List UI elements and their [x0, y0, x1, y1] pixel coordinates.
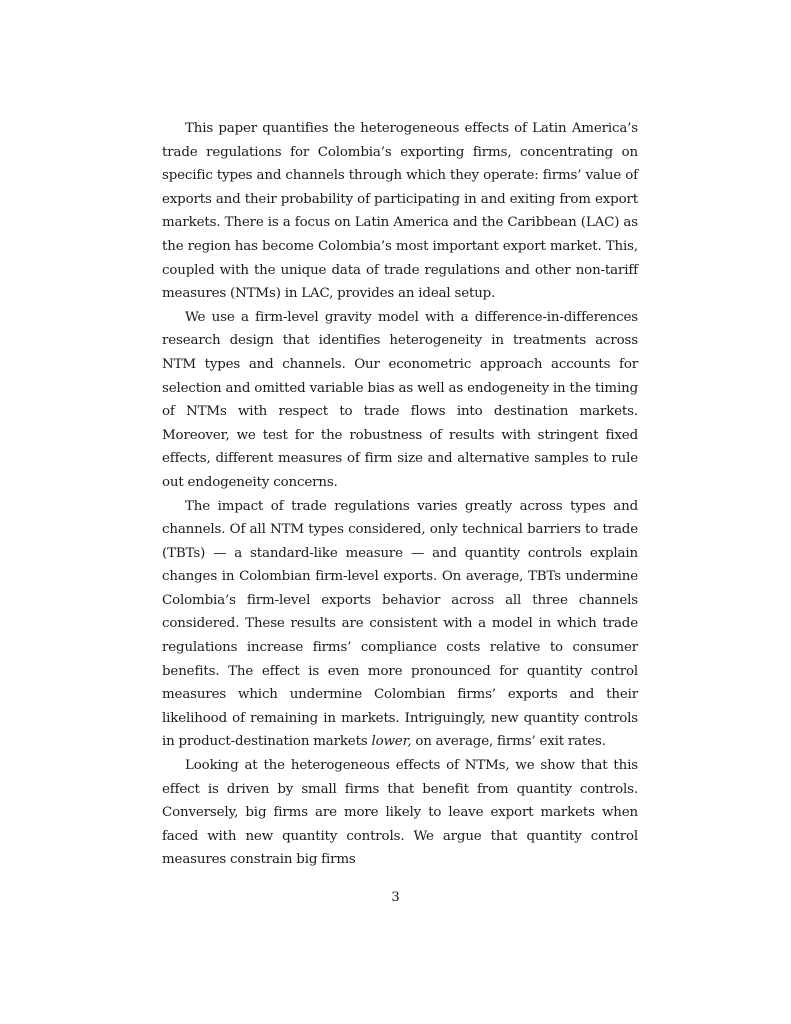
body-text [162, 117, 638, 872]
paragraph-4-text: Looking at the heterogeneous effects of NTMs, we show that this effect is driven by small firms that benefit from quantity controls. Conversely, big firms are more likely to leave export markets when faced with new quantity controls. We argue that quantity control measures constrain big firms [162, 758, 638, 868]
paragraph-introduction [162, 117, 638, 306]
emphasis-lower: lower, [371, 734, 412, 750]
paragraph-3-text: The impact of trade regulations varies greatly across types and channels. Of all NTM types considered, only technical barriers to trade (TBTs) — a standard-like measure — and quantity controls explain changes in Colombian firm-level exports. On average, TBTs undermine Colombia’s firm-level exports behavior across all three channels considered. These results are consistent with a model in which trade regulations increase firms’ compliance costs relative to consumer benefits. The effect is even more pronounced for quantity control measures which undermine Colombian firms’ exports and their likelihood of remaining in markets. Intriguingly, new quantity controls in product-destination markets [162, 498, 638, 750]
page-number: 3 [391, 890, 400, 905]
paragraph-results [162, 495, 638, 755]
paragraph-3-text-end: on average, firms’ exit rates. [411, 734, 606, 750]
paragraph-1-text: This paper quantifies the heterogeneous effects of Latin America’s trade regulations for Colombia’s exporting firms, concentrating on specific types and channels through which they operate: firms’ value of exports and their probability of participating in and exiting from export markets. There is a focus on Latin America and the Caribbean (LAC) as the region has become Colombia’s most important export market. This, coupled with the unique data of trade regulations and other non-tariff measures (NTMs) in LAC, provides an ideal setup. [162, 121, 638, 302]
paragraph-heterogeneity [162, 754, 638, 872]
paragraph-2-text: We use a firm-level gravity model with a difference-in-differences research design that identifies heterogeneity in treatments across NTM types and channels. Our econometric approach accounts for selection and omitted variable bias as well as endogeneity in the timing of NTMs with respect to trade flows into destination markets. Moreover, we test for the robustness of results with stringent fixed effects, different measures of firm size and alternative samples to rule out endogeneity concerns. [162, 309, 638, 490]
paragraph-methodology [162, 306, 638, 495]
